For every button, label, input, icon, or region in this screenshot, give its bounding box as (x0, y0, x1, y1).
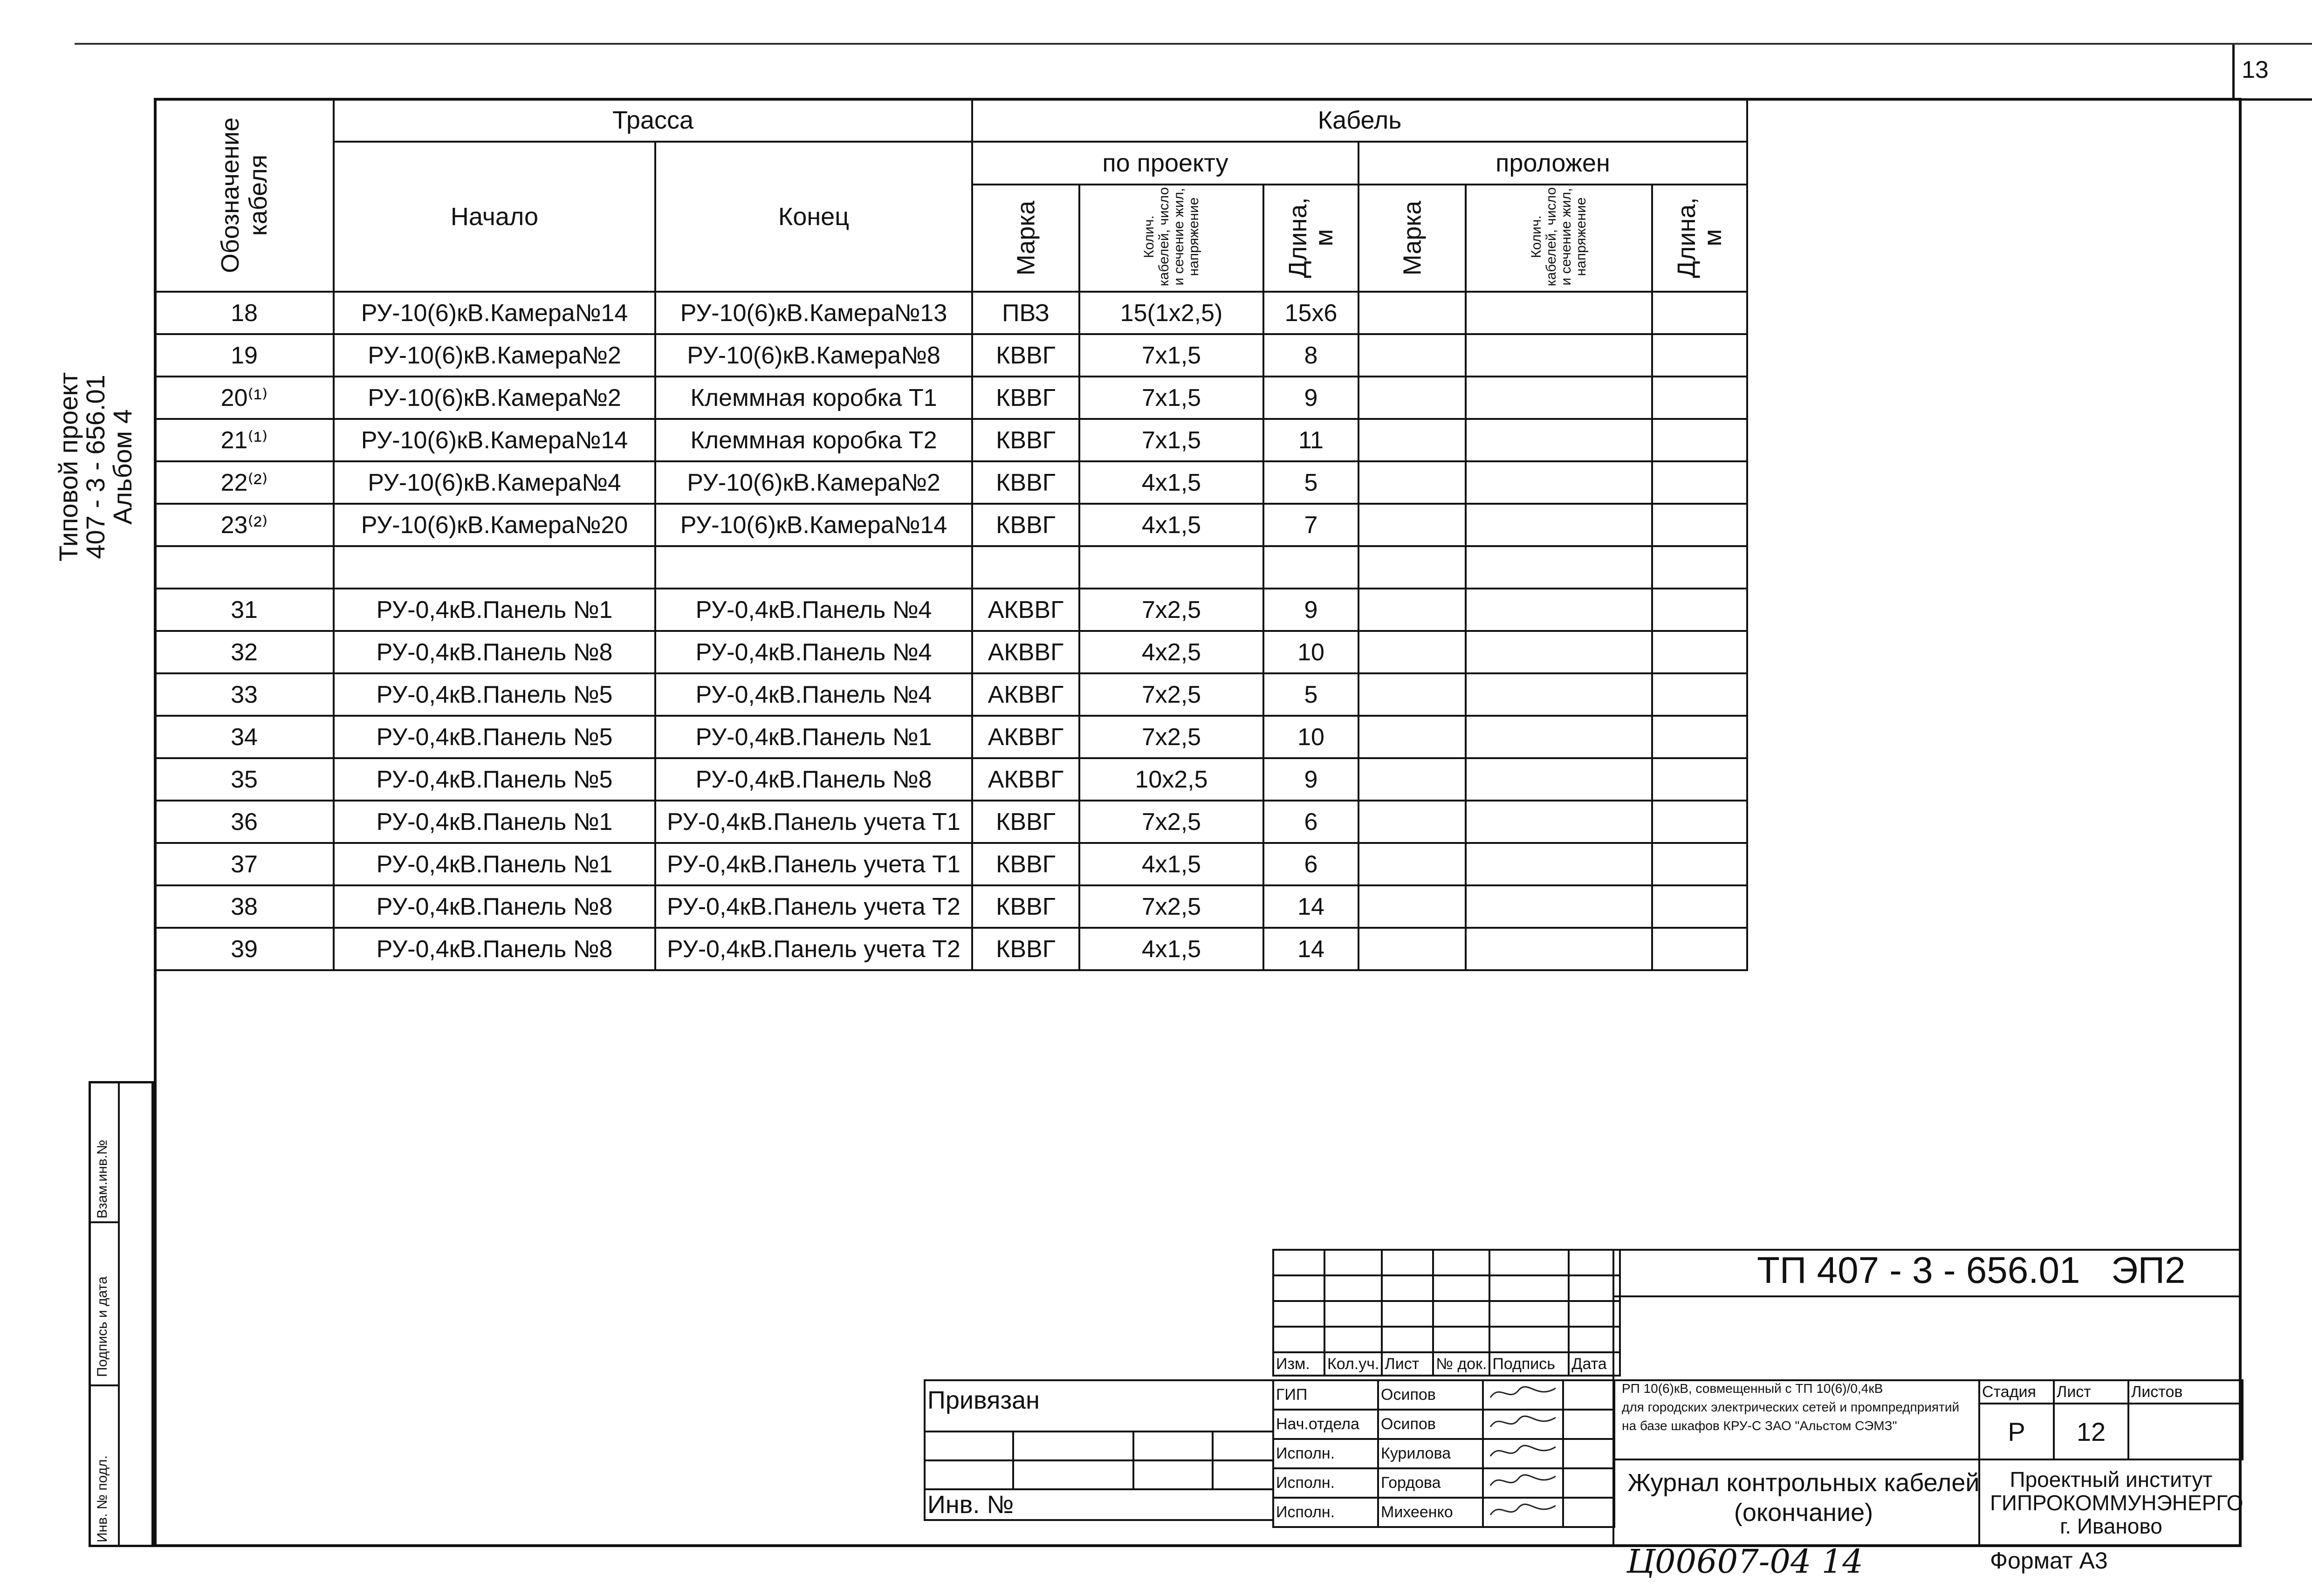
cell-designation: 31 (155, 589, 334, 631)
cell-count: 7х2,5 (1079, 716, 1263, 758)
top-rule (75, 43, 2312, 45)
handwritten-number: Ц00607-04 14 (1626, 1542, 1863, 1581)
staff-role: Исполн. (1273, 1498, 1378, 1527)
staff-date (1563, 1380, 1614, 1410)
sheets-label: Листов (2128, 1380, 2243, 1404)
cell-count: 4х1,5 (1079, 504, 1263, 546)
cell-brand: ПВЗ (972, 292, 1079, 334)
cell-length: 10 (1263, 716, 1358, 758)
cell-length: 5 (1263, 461, 1358, 504)
table-row (155, 843, 1747, 885)
cell-length: 9 (1263, 377, 1358, 419)
cell-brand (972, 546, 1079, 589)
cell-laid-count (1466, 589, 1652, 631)
cell-start: РУ-10(6)кВ.Камера№2 (334, 334, 655, 377)
cell-start: РУ-0,4кВ.Панель №5 (334, 758, 655, 801)
table-row (155, 419, 1747, 461)
cell-brand: КВВГ (972, 334, 1079, 377)
cell-start (334, 546, 655, 589)
project-title-line-3: Альбом 4 (108, 409, 137, 525)
laid-length-header: Длина, м (1652, 185, 1747, 292)
inv-label: Инв. № подл. (95, 1455, 110, 1542)
cell-laid-brand (1358, 758, 1466, 801)
podpis-label: Подпись и дата (95, 1276, 110, 1377)
cell-length: 9 (1263, 758, 1358, 801)
staff-name: Михеенко (1378, 1498, 1483, 1527)
cell-end: Клеммная коробка Т1 (655, 377, 972, 419)
by-project-header: по проекту (972, 142, 1358, 185)
brand-header: Марка (972, 185, 1079, 292)
end-header: Конец (655, 142, 972, 292)
cell-laid-brand (1358, 673, 1466, 716)
cell-laid-brand (1358, 843, 1466, 885)
cell-laid-length (1652, 334, 1747, 377)
cell-laid-count (1466, 801, 1652, 843)
cell-laid-brand (1358, 885, 1466, 928)
table-row (155, 377, 1747, 419)
staff-row (1273, 1498, 1614, 1527)
cell-laid-length (1652, 885, 1747, 928)
institute-line-3: г. Иваново (2060, 1514, 2162, 1538)
table-row (155, 885, 1747, 928)
cell-length: 8 (1263, 334, 1358, 377)
cell-designation: 22⁽²⁾ (155, 461, 334, 504)
cell-count: 4х1,5 (1079, 461, 1263, 504)
cell-end: РУ-0,4кВ.Панель №4 (655, 589, 972, 631)
cell-end: РУ-0,4кВ.Панель №8 (655, 758, 972, 801)
cell-end: РУ-0,4кВ.Панель №4 (655, 631, 972, 673)
cell-start: РУ-0,4кВ.Панель №8 (334, 885, 655, 928)
cell-end: РУ-10(6)кВ.Камера№14 (655, 504, 972, 546)
cell-brand: КВВГ (972, 843, 1079, 885)
cell-laid-count (1466, 377, 1652, 419)
cell-laid-brand (1358, 292, 1466, 334)
stage-value: Р (1979, 1404, 2054, 1459)
cable-header: Кабель (972, 99, 1747, 142)
cell-start: РУ-0,4кВ.Панель №5 (334, 673, 655, 716)
cell-length: 6 (1263, 801, 1358, 843)
staff-name: Курилова (1378, 1439, 1483, 1468)
staff-row (1273, 1410, 1614, 1439)
cell-count: 4х1,5 (1079, 928, 1263, 970)
cell-count: 4х2,5 (1079, 631, 1263, 673)
institute (1990, 1467, 2243, 1538)
staff-signature (1483, 1468, 1563, 1498)
col-data: Дата (1569, 1352, 1620, 1376)
cell-brand: КВВГ (972, 885, 1079, 928)
cell-length: 11 (1263, 419, 1358, 461)
cell-laid-length (1652, 504, 1747, 546)
cell-laid-brand (1358, 419, 1466, 461)
cell-length: 10 (1263, 631, 1358, 673)
table-row (155, 589, 1747, 631)
cell-count: 15(1х2,5) (1079, 292, 1263, 334)
cell-laid-brand (1358, 801, 1466, 843)
project-title (55, 372, 136, 562)
staff-signature (1483, 1498, 1563, 1527)
laid-header: проложен (1358, 142, 1747, 185)
revision-grid (1272, 1249, 1621, 1377)
cell-start: РУ-10(6)кВ.Камера№14 (334, 419, 655, 461)
cell-laid-length (1652, 928, 1747, 970)
table-row (155, 292, 1747, 334)
cell-brand: КВВГ (972, 419, 1079, 461)
cell-brand: КВВГ (972, 377, 1079, 419)
cell-brand: АКВВГ (972, 589, 1079, 631)
cell-laid-length (1652, 589, 1747, 631)
cell-end: РУ-10(6)кВ.Камера№8 (655, 334, 972, 377)
privyazan-label: Привязан (925, 1380, 1273, 1432)
cell-laid-brand (1358, 928, 1466, 970)
start-header: Начало (334, 142, 655, 292)
cell-end: РУ-10(6)кВ.Камера№13 (655, 292, 972, 334)
cell-start: РУ-10(6)кВ.Камера№14 (334, 292, 655, 334)
cell-start: РУ-0,4кВ.Панель №8 (334, 928, 655, 970)
staff-signature (1483, 1380, 1563, 1410)
cell-start: РУ-0,4кВ.Панель №1 (334, 843, 655, 885)
cell-end: РУ-0,4кВ.Панель учета Т2 (655, 885, 972, 928)
cell-designation: 38 (155, 885, 334, 928)
laid-brand-header: Марка (1358, 185, 1466, 292)
staff-date (1563, 1439, 1614, 1468)
document-title-line-2: (окончание) (1734, 1499, 1873, 1527)
cell-designation: 20⁽¹⁾ (155, 377, 334, 419)
table-row (155, 928, 1747, 970)
cell-count: 7х1,5 (1079, 377, 1263, 419)
cell-designation: 33 (155, 673, 334, 716)
cell-count: 7х2,5 (1079, 801, 1263, 843)
col-ndok: № док. (1433, 1352, 1489, 1376)
table-row (155, 504, 1747, 546)
table-row (155, 673, 1747, 716)
cell-length: 14 (1263, 928, 1358, 970)
staff-name: Гордова (1378, 1468, 1483, 1498)
cell-laid-count (1466, 461, 1652, 504)
staff-table (1272, 1379, 1615, 1528)
cell-laid-brand (1358, 631, 1466, 673)
cell-count: 7х2,5 (1079, 673, 1263, 716)
sheet-value: 12 (2054, 1404, 2128, 1459)
staff-role: ГИП (1273, 1380, 1378, 1410)
cell-laid-length (1652, 546, 1747, 589)
table-row (155, 801, 1747, 843)
cell-end: РУ-0,4кВ.Панель учета Т2 (655, 928, 972, 970)
cell-designation: 19 (155, 334, 334, 377)
project-description (1622, 1379, 1959, 1435)
cell-count: 7х2,5 (1079, 589, 1263, 631)
cell-laid-brand (1358, 377, 1466, 419)
cell-start: РУ-0,4кВ.Панель №8 (334, 631, 655, 673)
table-row (155, 758, 1747, 801)
cell-laid-brand (1358, 716, 1466, 758)
cell-brand: АКВВГ (972, 631, 1079, 673)
cell-designation: 37 (155, 843, 334, 885)
sheet-code: ЭП2 (2111, 1249, 2186, 1291)
col-izm: Изм. (1273, 1352, 1324, 1376)
staff-row (1273, 1380, 1614, 1410)
cell-laid-brand (1358, 589, 1466, 631)
laid-count-header: Колич. кабелей, число и сечение жил, напряжение (1466, 185, 1652, 292)
cell-start: РУ-0,4кВ.Панель №1 (334, 589, 655, 631)
project-title-line-2: 407 - 3 - 656.01 (81, 375, 110, 559)
route-header: Трасса (334, 99, 972, 142)
staff-name: Осипов (1378, 1410, 1483, 1439)
cell-designation: 21⁽¹⁾ (155, 419, 334, 461)
cell-laid-length (1652, 673, 1747, 716)
cell-designation: 35 (155, 758, 334, 801)
length-header: Длина, м (1263, 185, 1358, 292)
cell-start: РУ-0,4кВ.Панель №5 (334, 716, 655, 758)
cell-laid-length (1652, 801, 1747, 843)
cell-length: 6 (1263, 843, 1358, 885)
cell-start: РУ-10(6)кВ.Камера№2 (334, 377, 655, 419)
cell-laid-count (1466, 419, 1652, 461)
stage-label: Стадия (1979, 1380, 2054, 1404)
cell-laid-brand (1358, 461, 1466, 504)
cell-end: Клеммная коробка Т2 (655, 419, 972, 461)
staff-date (1563, 1498, 1614, 1527)
col-kolych: Кол.уч. (1324, 1352, 1382, 1376)
cell-end (655, 546, 972, 589)
cell-laid-length (1652, 631, 1747, 673)
stage-table (1978, 1379, 2243, 1460)
description-line-3: на базе шкафов КРУ-С ЗАО "Альстом СЭМЗ" (1622, 1418, 1897, 1433)
cell-brand: АКВВГ (972, 716, 1079, 758)
institute-line-1: Проектный институт (2010, 1467, 2213, 1492)
cell-count: 4х1,5 (1079, 843, 1263, 885)
description-line-1: РП 10(6)кВ, совмещенный с ТП 10(6)/0,4кВ (1622, 1381, 1883, 1396)
document-title (1622, 1468, 1985, 1528)
cell-laid-brand (1358, 546, 1466, 589)
staff-date (1563, 1468, 1614, 1498)
cell-length (1263, 546, 1358, 589)
cell-laid-count (1466, 843, 1652, 885)
vzam-label: Взам.инв.№ (95, 1139, 110, 1219)
cell-laid-count (1466, 928, 1652, 970)
cell-designation: 18 (155, 292, 334, 334)
cell-laid-count (1466, 546, 1652, 589)
inv-no-label: Инв. № (925, 1489, 1273, 1520)
sheet-label: Лист (2054, 1380, 2128, 1404)
col-podpis: Подпись (1489, 1352, 1569, 1376)
staff-row (1273, 1468, 1614, 1498)
cell-length: 15х6 (1263, 292, 1358, 334)
cell-end: РУ-0,4кВ.Панель №1 (655, 716, 972, 758)
col-list: Лист (1382, 1352, 1433, 1376)
table-row (155, 716, 1747, 758)
cell-length: 7 (1263, 504, 1358, 546)
cell-start: РУ-10(6)кВ.Камера№4 (334, 461, 655, 504)
cell-end: РУ-0,4кВ.Панель №4 (655, 673, 972, 716)
cell-laid-count (1466, 631, 1652, 673)
cell-brand: КВВГ (972, 504, 1079, 546)
cell-end: РУ-0,4кВ.Панель учета Т1 (655, 843, 972, 885)
cell-designation: 32 (155, 631, 334, 673)
cell-count: 7х1,5 (1079, 334, 1263, 377)
format-label: Формат А3 (1990, 1548, 2108, 1574)
project-title-line-1: Типовой проект (54, 372, 83, 562)
cell-designation: 23⁽²⁾ (155, 504, 334, 546)
cell-start: РУ-0,4кВ.Панель №1 (334, 801, 655, 843)
designation-header: Обозначение кабеля (155, 99, 334, 292)
staff-role: Нач.отдела (1273, 1410, 1378, 1439)
staff-role: Исполн. (1273, 1439, 1378, 1468)
cell-laid-count (1466, 292, 1652, 334)
cell-laid-count (1466, 758, 1652, 801)
cell-count: 7х2,5 (1079, 885, 1263, 928)
cell-laid-length (1652, 377, 1747, 419)
staff-role: Исполн. (1273, 1468, 1378, 1498)
cell-laid-length (1652, 292, 1747, 334)
staff-signature (1483, 1410, 1563, 1439)
left-stamp-strip (89, 1081, 154, 1547)
cell-designation (155, 546, 334, 589)
staff-signature (1483, 1439, 1563, 1468)
cell-laid-brand (1358, 504, 1466, 546)
cell-count (1079, 546, 1263, 589)
cell-brand: АКВВГ (972, 758, 1079, 801)
cell-laid-length (1652, 758, 1747, 801)
table-row (155, 461, 1747, 504)
cell-length: 5 (1263, 673, 1358, 716)
cell-brand: АКВВГ (972, 673, 1079, 716)
cell-count: 10х2,5 (1079, 758, 1263, 801)
description-line-2: для городских электрических сетей и промпредприятий (1622, 1400, 1960, 1414)
cell-start: РУ-10(6)кВ.Камера№20 (334, 504, 655, 546)
table-row (155, 334, 1747, 377)
cell-end: РУ-0,4кВ.Панель учета Т1 (655, 801, 972, 843)
document-title-line-1: Журнал контрольных кабелей (1627, 1469, 1980, 1497)
staff-date (1563, 1410, 1614, 1439)
cell-laid-count (1466, 885, 1652, 928)
cell-laid-count (1466, 504, 1652, 546)
cell-brand: КВВГ (972, 461, 1079, 504)
privyazan-block (924, 1379, 1274, 1521)
cell-laid-count (1466, 716, 1652, 758)
cell-laid-brand (1358, 334, 1466, 377)
cell-laid-count (1466, 334, 1652, 377)
cell-designation: 34 (155, 716, 334, 758)
cell-laid-length (1652, 419, 1747, 461)
document-code: ТП 407 - 3 - 656.01 (1757, 1249, 2080, 1291)
cell-laid-length (1652, 716, 1747, 758)
staff-name: Осипов (1378, 1380, 1483, 1410)
cell-designation: 39 (155, 928, 334, 970)
cell-brand: КВВГ (972, 928, 1079, 970)
staff-row (1273, 1439, 1614, 1468)
cell-count: 7х1,5 (1079, 419, 1263, 461)
table-row (155, 546, 1747, 589)
table-row (155, 631, 1747, 673)
institute-line-2: ГИПРОКОММУНЭНЕРГО (1990, 1491, 2243, 1515)
cell-brand: КВВГ (972, 801, 1079, 843)
cell-length: 9 (1263, 589, 1358, 631)
cell-designation: 36 (155, 801, 334, 843)
cell-length: 14 (1263, 885, 1358, 928)
count-header: Колич. кабелей, число и сечение жил, напряжение (1079, 185, 1263, 292)
cell-laid-length (1652, 461, 1747, 504)
cable-journal-table (154, 98, 1748, 971)
sheet-number: 13 (2242, 56, 2269, 83)
cell-laid-length (1652, 843, 1747, 885)
cell-end: РУ-10(6)кВ.Камера№2 (655, 461, 972, 504)
cell-laid-count (1466, 673, 1652, 716)
